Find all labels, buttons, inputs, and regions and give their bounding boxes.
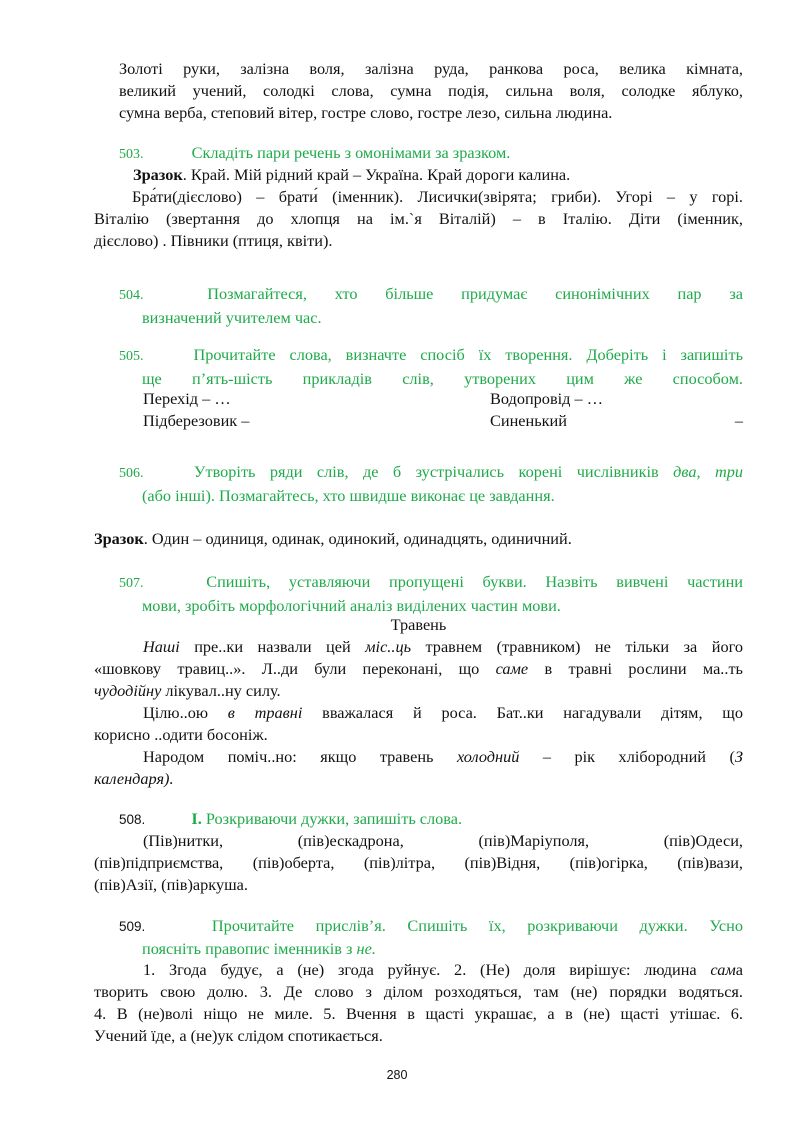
- italic-word: З: [734, 747, 743, 766]
- exercise-503-body: [94, 186, 743, 252]
- body-line: [94, 959, 743, 981]
- task-line: [119, 344, 743, 368]
- exercise-509-body: [94, 959, 743, 1047]
- exercise-number: 508.: [119, 812, 146, 827]
- text-fragment: лікувал..ну силу.: [161, 681, 281, 700]
- word-dash: –: [734, 411, 743, 430]
- exercise-task: Прочитайте слова, визначте спосіб їх творення. Доберіть і запишіть: [193, 345, 743, 364]
- exercise-number: 507.: [119, 576, 144, 591]
- exercise-number: 506.: [119, 466, 144, 481]
- intro-line: великий учений, солодкі слова, сумна подія, сильна воля, солодке яблуко,: [119, 81, 743, 100]
- exercise-task: Утворіть ряди слів, де б зустрічались корені числівників: [193, 462, 674, 481]
- text-fragment: «шовкову травиц..». Л..ди були переконані, що: [94, 659, 496, 678]
- task-text: поясніть правопис іменників з: [142, 939, 357, 958]
- body-line: (пів)підприємства, (пів)оберта, (пів)літра, (пів)Відня, (пів)огірка, (пів)вази,: [94, 853, 743, 872]
- exercise-505-task: [119, 344, 743, 390]
- body-line: Віталію (звертання до хлопця на ім.`я Віталій) – в Італію. Діти (іменник,: [94, 209, 743, 228]
- body-line: (пів)Азії, (пів)аркуша.: [94, 875, 248, 894]
- text-fragment: в травні рослини ма..ть: [528, 659, 743, 678]
- text-fragment: Цілю..ою: [143, 703, 228, 722]
- text-fragment: вважалася й роса. Бат..ки нагадували дітям, що: [302, 703, 743, 722]
- body-line: [94, 746, 743, 768]
- exercise-507-task: [119, 571, 743, 617]
- body-line: календаря).: [94, 769, 174, 788]
- word-example: Підберезовик –: [143, 411, 250, 430]
- text-fragment: 1. Згода будує, а (не) згода руйнує. 2. (Не) доля вирішує: людина: [143, 960, 711, 979]
- exercise-505-words: [143, 388, 743, 432]
- body-line: [94, 636, 743, 658]
- text-fragment: пре..ки назвали цей: [179, 637, 366, 656]
- task-line: [119, 571, 743, 595]
- exercise-506-task: [119, 461, 743, 507]
- exercise-507-paragraph-2: [94, 702, 743, 746]
- italic-word: сам: [710, 960, 736, 979]
- sample-text: . Один – одиниця, одинак, одинокий, одинадцять, одиничний.: [143, 529, 572, 548]
- sample-label: Зразок: [133, 165, 183, 184]
- task-line: (або інші). Позмагайтесь, хто швидше виконає це завдання.: [142, 486, 555, 505]
- exercise-507-paragraph-1: [94, 636, 743, 702]
- body-line: (Пів)нитки, (пів)ескадрона, (пів)Маріуполя, (пів)Одеси,: [143, 831, 743, 850]
- exercise-509-task: [119, 915, 743, 960]
- text-fragment: травнем (травником) не тільки за його: [411, 637, 743, 656]
- text-title: [94, 614, 743, 636]
- body-line: дієслово) . Півники (птиця, квіти).: [94, 231, 333, 250]
- body-line: Учений їде, а (не)ук слідом спотикається.: [94, 1026, 383, 1045]
- body-line: [94, 680, 743, 702]
- word-example: Синенький: [490, 411, 567, 430]
- italic-word: не.: [356, 939, 376, 958]
- italic-word: Наші: [143, 637, 180, 656]
- exercise-506-sample: [94, 528, 743, 550]
- task-line: мови, зробіть морфологічний аналіз виділених частин мови.: [142, 596, 561, 615]
- body-line: корисно ..одити босоніж.: [94, 725, 268, 744]
- exercise-task: Прочитайте прислів’я. Спишіть їх, розкриваючи дужки. Усно: [211, 916, 743, 935]
- exercise-number: 505.: [119, 349, 144, 364]
- exercise-507-paragraph-3: [94, 746, 743, 790]
- task-line: [119, 938, 743, 960]
- exercise-508-body: [94, 830, 743, 896]
- italic-word: міс..ць: [365, 637, 412, 656]
- word-example: Перехід – …: [143, 389, 231, 408]
- intro-line: сумна верба, степовий вітер, гостре слово, гостре лезо, сильна людина.: [119, 103, 613, 122]
- sample-text: . Край. Мій рідний край – Україна. Край дороги калина.: [182, 165, 571, 184]
- body-line: творить свою долю. 3. Де слово з ділом розходяться, там (не) порядки водяться.: [94, 982, 743, 1001]
- intro-paragraph: [119, 58, 743, 124]
- roman-numeral: І.: [191, 809, 202, 828]
- body-line: [94, 658, 743, 680]
- italic-word: саме: [495, 659, 529, 678]
- exercise-task-italic: два, три: [673, 462, 744, 481]
- text-title-label: Травень: [390, 615, 447, 634]
- body-line: [94, 702, 743, 724]
- exercise-task: Спишіть, уставляючи пропущені букви. Назвіть вивчені частини: [206, 572, 743, 591]
- exercise-number: 503.: [119, 147, 144, 162]
- task-line: ще п’ять-шість прикладів слів, утворених цим же способом.: [142, 369, 743, 388]
- exercise-508-task: [119, 808, 743, 831]
- word-example: Водопровід – …: [490, 389, 604, 408]
- task-line: [119, 461, 743, 485]
- exercise-task: Складіть пари речень з омонімами за зразком.: [191, 143, 511, 162]
- exercise-number: 504.: [119, 288, 144, 303]
- task-text: Розкриваючи дужки, запишіть слова.: [201, 809, 463, 828]
- task-line: [119, 283, 743, 307]
- task-line: [119, 915, 743, 938]
- body-line: 4. В (не)волі ніщо не миле. 5. Вчення в щасті украшає, а в (не) щасті утішає. 6.: [94, 1004, 743, 1023]
- text-fragment: Народом поміч..но: якщо травень: [143, 747, 457, 766]
- italic-word: в травні: [227, 703, 303, 722]
- sample-label: Зразок: [94, 529, 144, 548]
- exercise-task: [191, 809, 462, 828]
- exercise-504-task: [119, 283, 743, 329]
- exercise-503-sample: [133, 164, 743, 186]
- italic-word: холодний: [456, 747, 520, 766]
- italic-word: чудодійну: [94, 681, 162, 700]
- text-fragment: а: [735, 960, 743, 979]
- task-line: визначений учителем час.: [142, 308, 322, 327]
- exercise-number: 509.: [119, 919, 146, 934]
- exercise-task: Позмагайтеся, хто більше придумає синонімічних пар за: [207, 284, 743, 303]
- intro-line: Золоті руки, залізна воля, залізна руда, ранкова роса, велика кімната,: [119, 59, 743, 78]
- exercise-503-task: [119, 142, 743, 166]
- text-fragment: – рік хлібородний (: [519, 747, 735, 766]
- body-line: Бра́ти(дієслово) – брати́ (іменник). Лисички(звірята; гриби). Угорі – у горі.: [132, 187, 743, 206]
- page-number: 280: [386, 1068, 408, 1082]
